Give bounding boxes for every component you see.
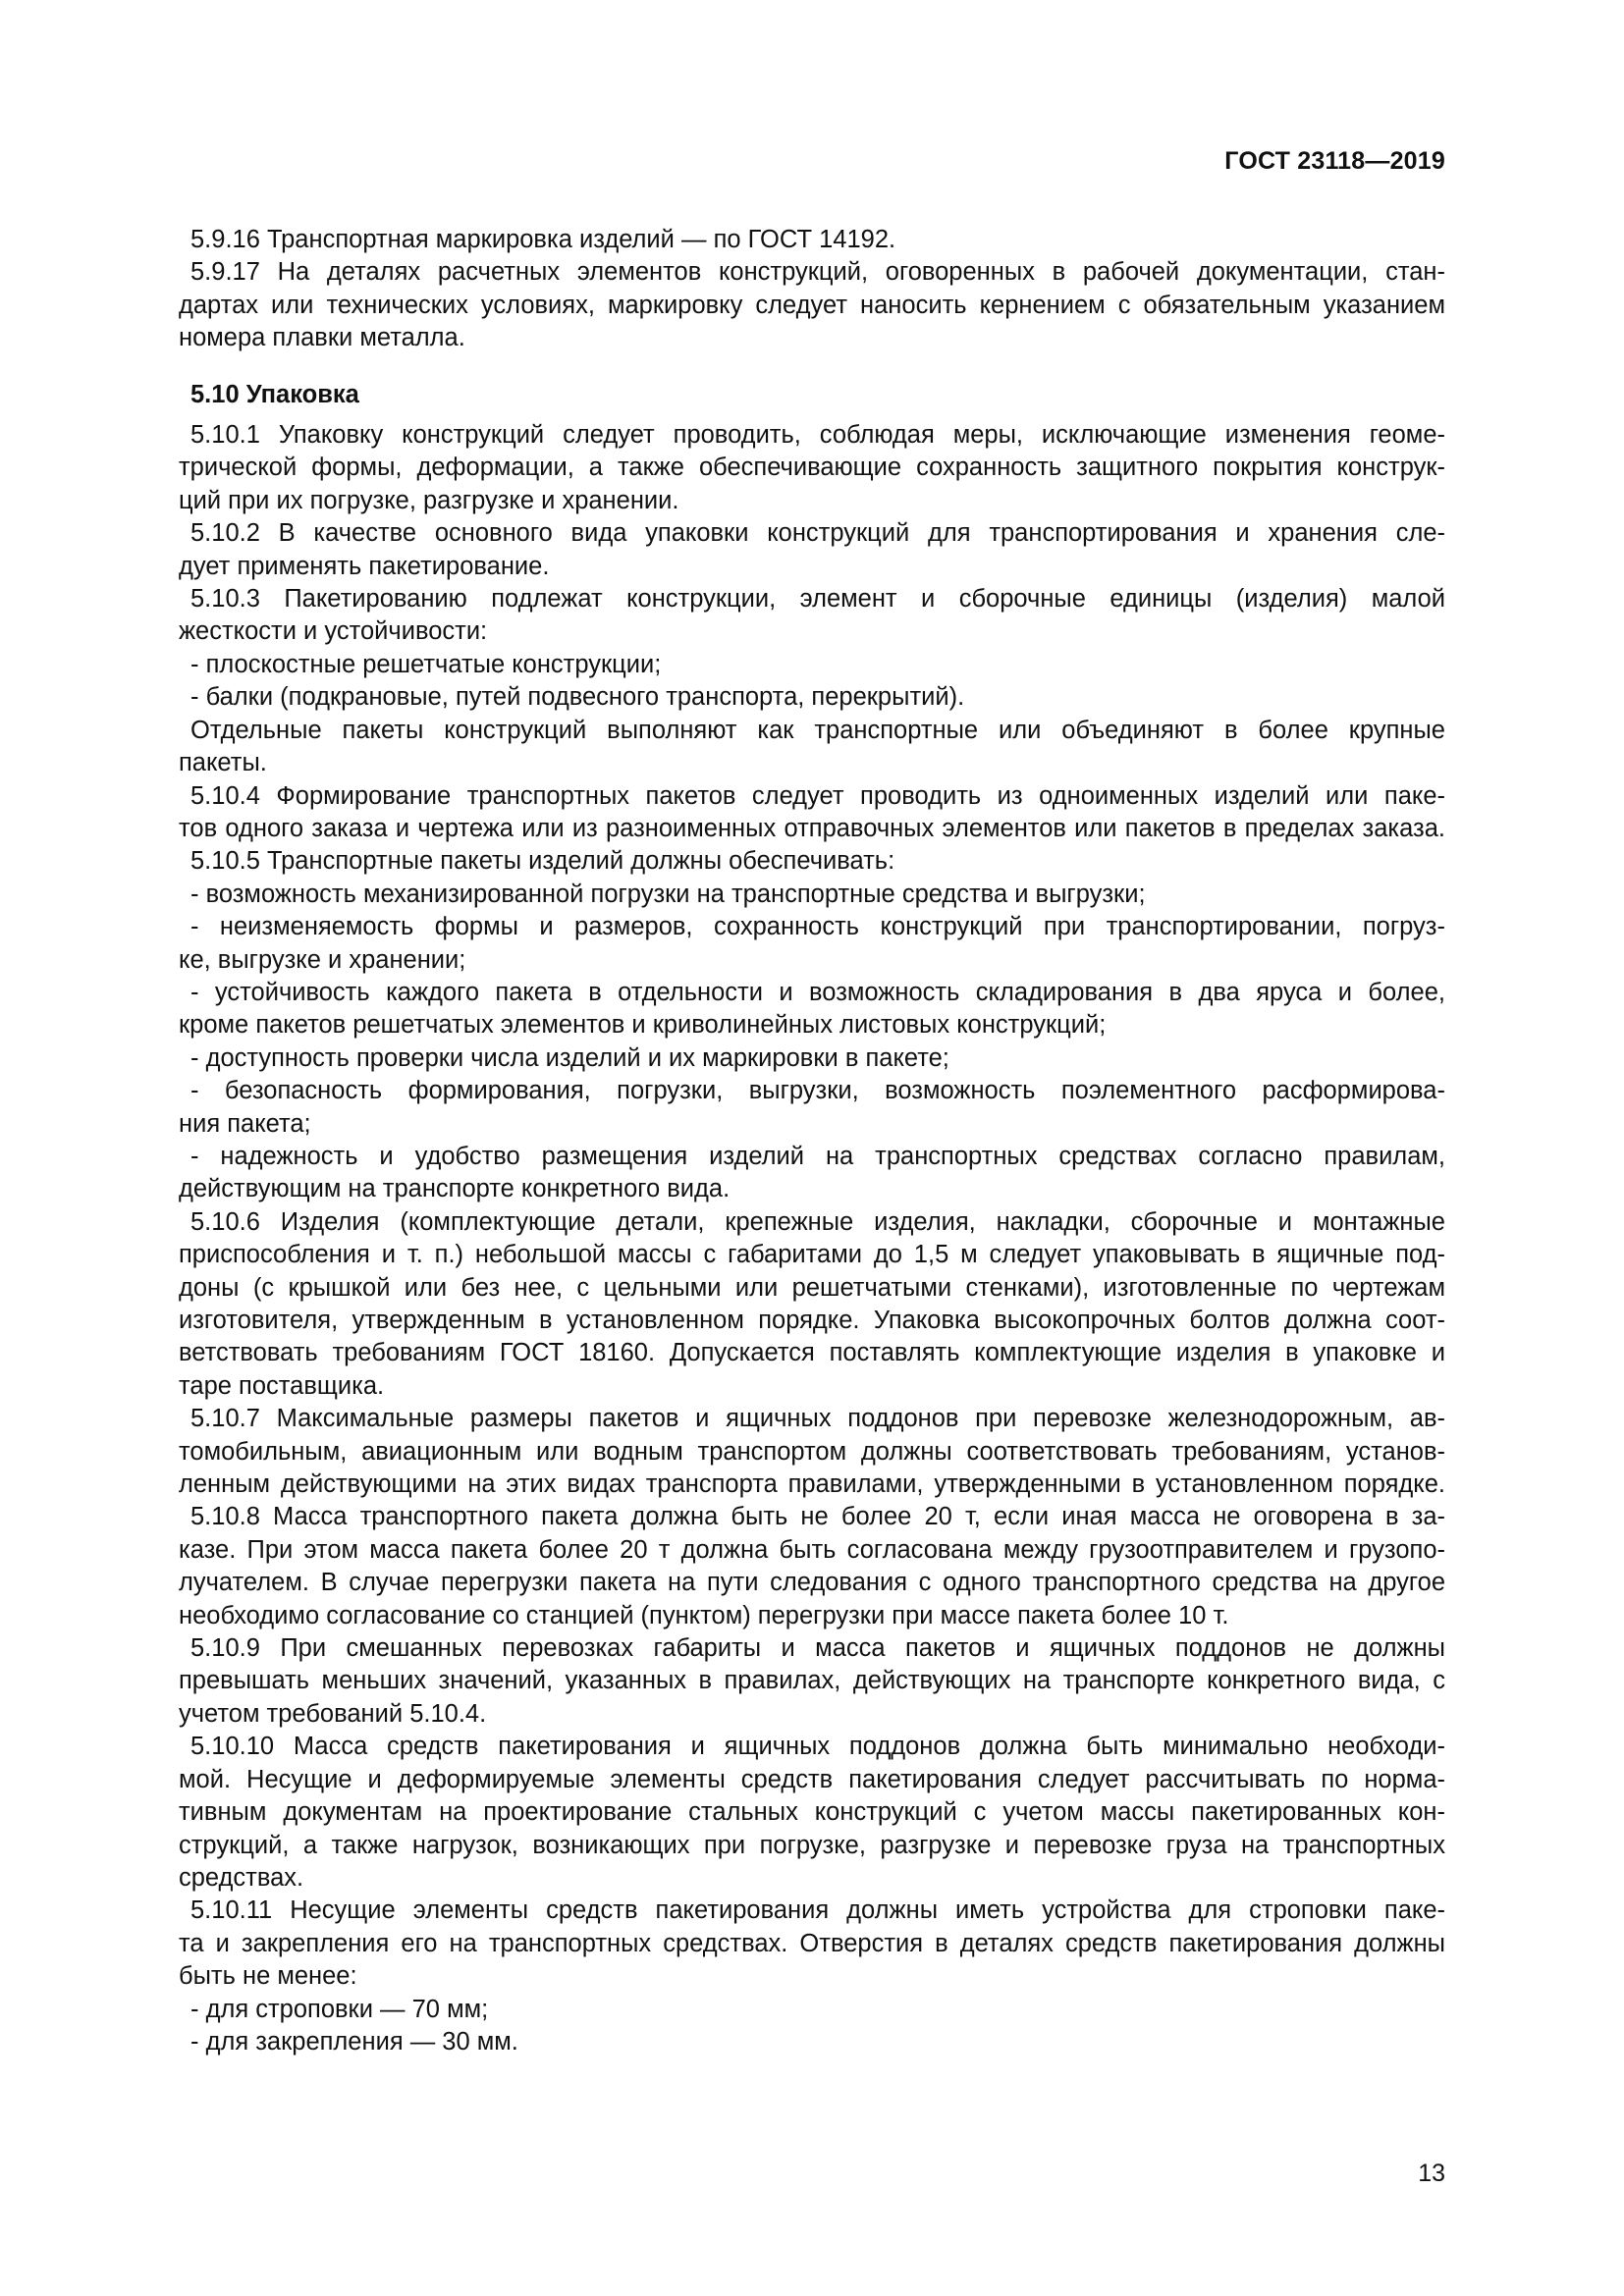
text-line: - для закрепления — 30 мм. <box>190 2027 518 2056</box>
text-line: действующим на транспорте конкретного вида. <box>179 1175 731 1203</box>
text-line: лучателем. В случае перегрузки пакета на пути следования с одного транспортного средства на другое <box>179 1569 1445 1597</box>
text-line: 5.10.5 Транспортные пакеты изделий должны обеспечивать: <box>190 847 895 876</box>
page-number: 13 <box>1418 2160 1445 2187</box>
document-code-header: ГОСТ 23118—2019 <box>1224 147 1445 175</box>
text-line: 5.10.3 Пакетированию подлежат конструкции, элемент и сборочные единицы (изделия) малой <box>190 585 1445 614</box>
text-line: учетом требований 5.10.4. <box>179 1699 487 1728</box>
text-line: 5.10.1 Упаковку конструкций следует проводить, соблюдая меры, исключающие изменения геоме- <box>190 421 1445 450</box>
text-line: кроме пакетов решетчатых элементов и криволинейных листовых конструкций; <box>179 1011 1107 1040</box>
text-line: - доступность проверки числа изделий и их маркировки в пакете; <box>190 1043 949 1072</box>
paragraph <box>179 1141 1445 1206</box>
text-line: необходимо согласование со станцией (пунктом) перегрузки при массе пакета более 10 т. <box>179 1601 1229 1629</box>
text-line: дартах или технических условиях, маркировку следует наносить кернением с обязательным указанием <box>179 291 1445 319</box>
text-line: 5.9.16 Транспортная маркировка изделий — по ГОСТ 14192. <box>190 226 896 253</box>
paragraph <box>179 1731 1445 1895</box>
text-line: 5.10.4 Формирование транспортных пакетов следует проводить из одноименных изделий или паке- <box>190 781 1445 810</box>
text-line: тивным документам на проектирование стальных конструкций с учетом массы пакетированных кон- <box>179 1798 1445 1827</box>
paragraph <box>179 879 1445 911</box>
paragraph <box>179 583 1445 649</box>
text-line: 5.10.6 Изделия (комплектующие детали, крепежные изделия, накладки, сборочные и монтажные <box>190 1207 1445 1236</box>
text-line: дует применять пакетирование. <box>179 552 550 580</box>
paragraph <box>179 1895 1445 1993</box>
text-line: - возможность механизированной погрузки на транспортные средства и выгрузки; <box>190 880 1146 908</box>
paragraph <box>179 1403 1445 1501</box>
text-line: изготовителя, утвержденным в установленном порядке. Упаковка высокопрочных болтов должна соот- <box>179 1307 1445 1334</box>
text-line: - надежность и удобство размещения изделий на транспортных средствах согласно правилам, <box>190 1142 1445 1170</box>
text-line: 5.9.17 На деталях расчетных элементов конструкций, оговоренных в рабочей документации, стан- <box>190 258 1445 287</box>
paragraph <box>179 1206 1445 1403</box>
paragraph <box>179 977 1445 1042</box>
text-line: казе. При этом масса пакета более 20 т должна быть согласована между грузоотправителем и грузопо- <box>179 1535 1445 1564</box>
paragraph <box>179 1501 1445 1632</box>
text-line: - для строповки — 70 мм; <box>190 1995 489 2023</box>
text-line: ния пакета; <box>179 1109 311 1138</box>
paragraph <box>179 649 1445 681</box>
paragraph <box>179 1994 1445 2026</box>
text-line: пакеты. <box>179 749 267 777</box>
text-line: 5.10.7 Максимальные размеры пакетов и ящичных поддонов при перевозке железнодорожным, ав- <box>190 1405 1445 1433</box>
paragraph <box>179 911 1445 977</box>
text-line: 5.10.11 Несущие элементы средств пакетирования должны иметь устройства для строповки паке- <box>190 1896 1445 1925</box>
paragraph <box>179 517 1445 583</box>
text-line: 5.10.8 Масса транспортного пакета должна быть не более 20 т, если иная масса не оговорена в за- <box>190 1503 1445 1531</box>
text-line: мой. Несущие и деформируемые элементы средств пакетирования следует рассчитывать по норма- <box>179 1765 1445 1793</box>
text-line: - плоскостные решетчатые конструкции; <box>190 650 662 678</box>
text-line: 5.10.2 В качестве основного вида упаковки конструкций для транспортирования и хранения сле- <box>190 519 1445 548</box>
paragraph <box>179 681 1445 714</box>
paragraph <box>179 419 1445 517</box>
text-line: ке, выгрузке и хранении; <box>179 945 466 974</box>
text-line: ций при их погрузке, разгрузке и хранении. <box>179 486 679 514</box>
paragraph <box>179 845 1445 878</box>
text-line: 5.10.10 Масса средств пакетирования и ящичных поддонов должна быть минимально необходи- <box>190 1733 1445 1761</box>
text-line: средствах. <box>179 1863 304 1892</box>
text-line: - безопасность формирования, погрузки, выгрузки, возможность поэлементного расформирова- <box>190 1077 1445 1105</box>
text-line: томобильным, авиационным или водным транспортом должны соответствовать требованиям, установ- <box>179 1437 1445 1466</box>
text-line: ветствовать требованиям ГОСТ 18160. Допускается поставлять комплектующие изделия в упаковке и <box>179 1339 1445 1367</box>
text-line: превышать меньших значений, указанных в правилах, действующих на транспорте конкретного вида, с <box>179 1667 1445 1695</box>
paragraph <box>179 256 1445 354</box>
paragraph <box>179 224 1445 256</box>
paragraph <box>179 715 1445 780</box>
paragraphs-section-5-10 <box>179 419 1445 2058</box>
paragraph <box>179 1632 1445 1731</box>
text-line: - неизменяемость формы и размеров, сохранность конструкций при транспортировании, погруз- <box>190 913 1445 941</box>
text-line: жесткости и устойчивости: <box>179 617 488 646</box>
text-line: приспособления и т. п.) небольшой массы с габаритами до 1,5 м следует упаковывать в ящичные под- <box>179 1241 1445 1269</box>
text-line: доны (с крышкой или без нее, с цельными или решетчатыми стенками), изготовленные по чертежам <box>179 1273 1445 1302</box>
paragraph <box>179 780 1445 846</box>
paragraphs-section-5-9 <box>179 224 1445 355</box>
text-line: номера плавки металла. <box>179 324 465 352</box>
text-line: струкций, а также нагрузок, возникающих при погрузке, разгрузке и перевозке груза на транспортных <box>179 1831 1445 1859</box>
section-title: 5.10 Упаковка <box>190 380 359 408</box>
text-line: 5.10.9 При смешанных перевозках габариты и масса пакетов и ящичных поддонов не должны <box>190 1634 1445 1663</box>
text-line: - балки (подкрановые, путей подвесного транспорта, перекрытий). <box>190 683 965 712</box>
text-line: ленным действующими на этих видах транспорта правилами, утвержденными в установленном порядке. <box>179 1470 1445 1499</box>
document-body <box>179 224 1445 2058</box>
paragraph <box>179 1075 1445 1141</box>
text-line: та и закрепления его на транспортных средствах. Отверстия в деталях средств пакетирования должны <box>179 1929 1445 1957</box>
text-line: таре поставщика. <box>179 1371 385 1400</box>
text-line: Отдельные пакеты конструкций выполняют как транспортные или объединяют в более крупные <box>190 716 1445 744</box>
paragraph <box>179 2026 1445 2058</box>
text-line: быть не менее: <box>179 1962 357 1991</box>
paragraph <box>179 1042 1445 1075</box>
text-line: - устойчивость каждого пакета в отдельности и возможность складирования в два яруса и более, <box>190 978 1445 1006</box>
text-line: трической формы, деформации, а также обеспечивающие сохранность защитного покрытия конструк- <box>179 454 1445 482</box>
text-line: тов одного заказа и чертежа или из разноименных отправочных элементов или пакетов в пределах заказа. <box>179 814 1445 842</box>
